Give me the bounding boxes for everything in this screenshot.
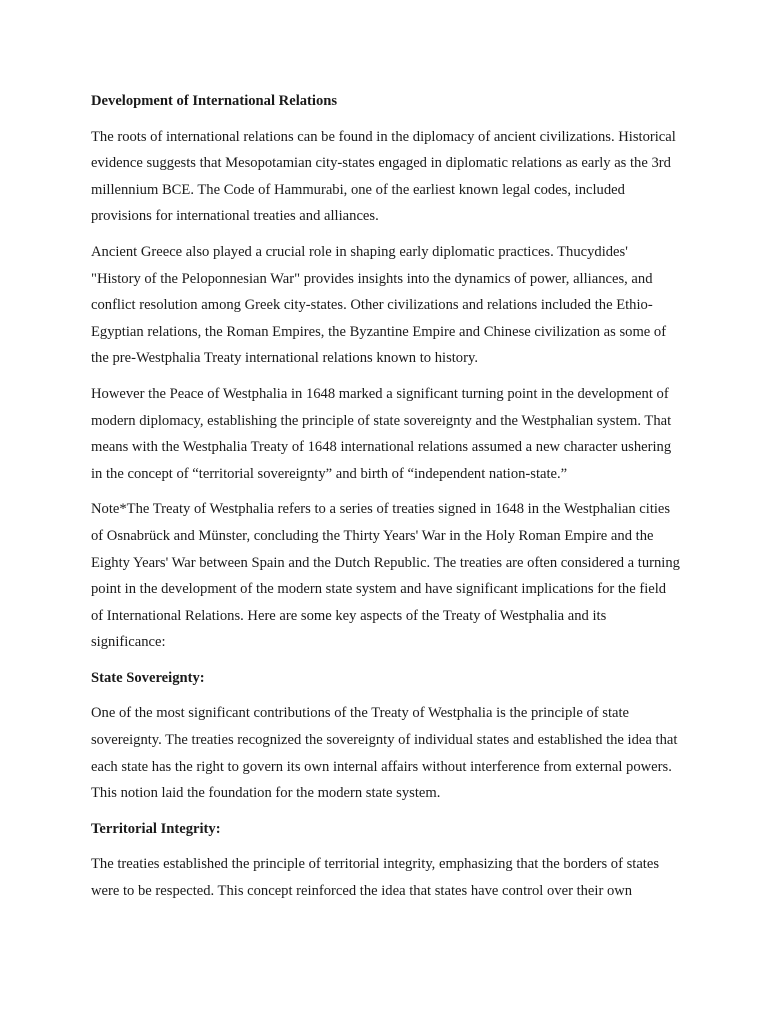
paragraph-state-sovereignty: One of the most significant contributions of the Treaty of Westphalia is the principle of state sovereignty. The treaties recognized the sovereignty of individual states and established the idea that each state has the right to govern its own internal affairs without interference from external powers. This notion laid the foundation for the modern state system. <box>91 705 678 802</box>
paragraph-ancient-greece: Ancient Greece also played a crucial role in shaping early diplomatic practices. Thucydides' "History of the Peloponnesian War" provides insights into the dynamics of power, alliances, and conflict resolution among Greek city-states. Other civilizations and relations included the Ethio-Egyptian relations, the Roman Empires, the Byzantine Empire and Chinese civilization as some of the pre-Westphalia Treaty international relations known to history. <box>91 243 667 367</box>
paragraph-ancient-roots: The roots of international relations can be found in the diplomacy of ancient civilizations. Historical evidence suggests that Mesopotamian city-states engaged in diplomatic relations as early as the 3rd millennium BCE. The Code of Hammurabi, one of the earliest known legal codes, included provisions for international treaties and alliances. <box>91 128 676 225</box>
document-title: Development of International Relations <box>91 93 338 109</box>
paragraph-territorial-integrity: The treaties established the principle of territorial integrity, emphasizing that the borders of states were to be respected. This concept reinforced the idea that states have control over their own <box>91 856 660 900</box>
paragraph-peace-of-westphalia: However the Peace of Westphalia in 1648 marked a significant turning point in the development of modern diplomacy, establishing the principle of state sovereignty and the Westphalian system. That means with the Westphalia Treaty of 1648 international relations assumed a new character ushering in the concept of “territorial sovereignty” and birth of “independent nation-state.” <box>91 385 672 482</box>
paragraph-treaty-note: Note*The Treaty of Westphalia refers to a series of treaties signed in 1648 in the Westphalian cities of Osnabrück and Münster, concluding the Thirty Years' War in the Holy Roman Empire and the Eighty Years' War between Spain and the Dutch Republic. The treaties are often considered a turning point in the development of the modern state system and have significant implications for the field of International Relations. Here are some key aspects of the Treaty of Westphalia and its significance: <box>91 501 680 651</box>
document-body <box>91 88 681 914</box>
section-heading-territorial-integrity: Territorial Integrity: <box>91 820 221 837</box>
section-heading-state-sovereignty: State Sovereignty: <box>91 669 205 686</box>
